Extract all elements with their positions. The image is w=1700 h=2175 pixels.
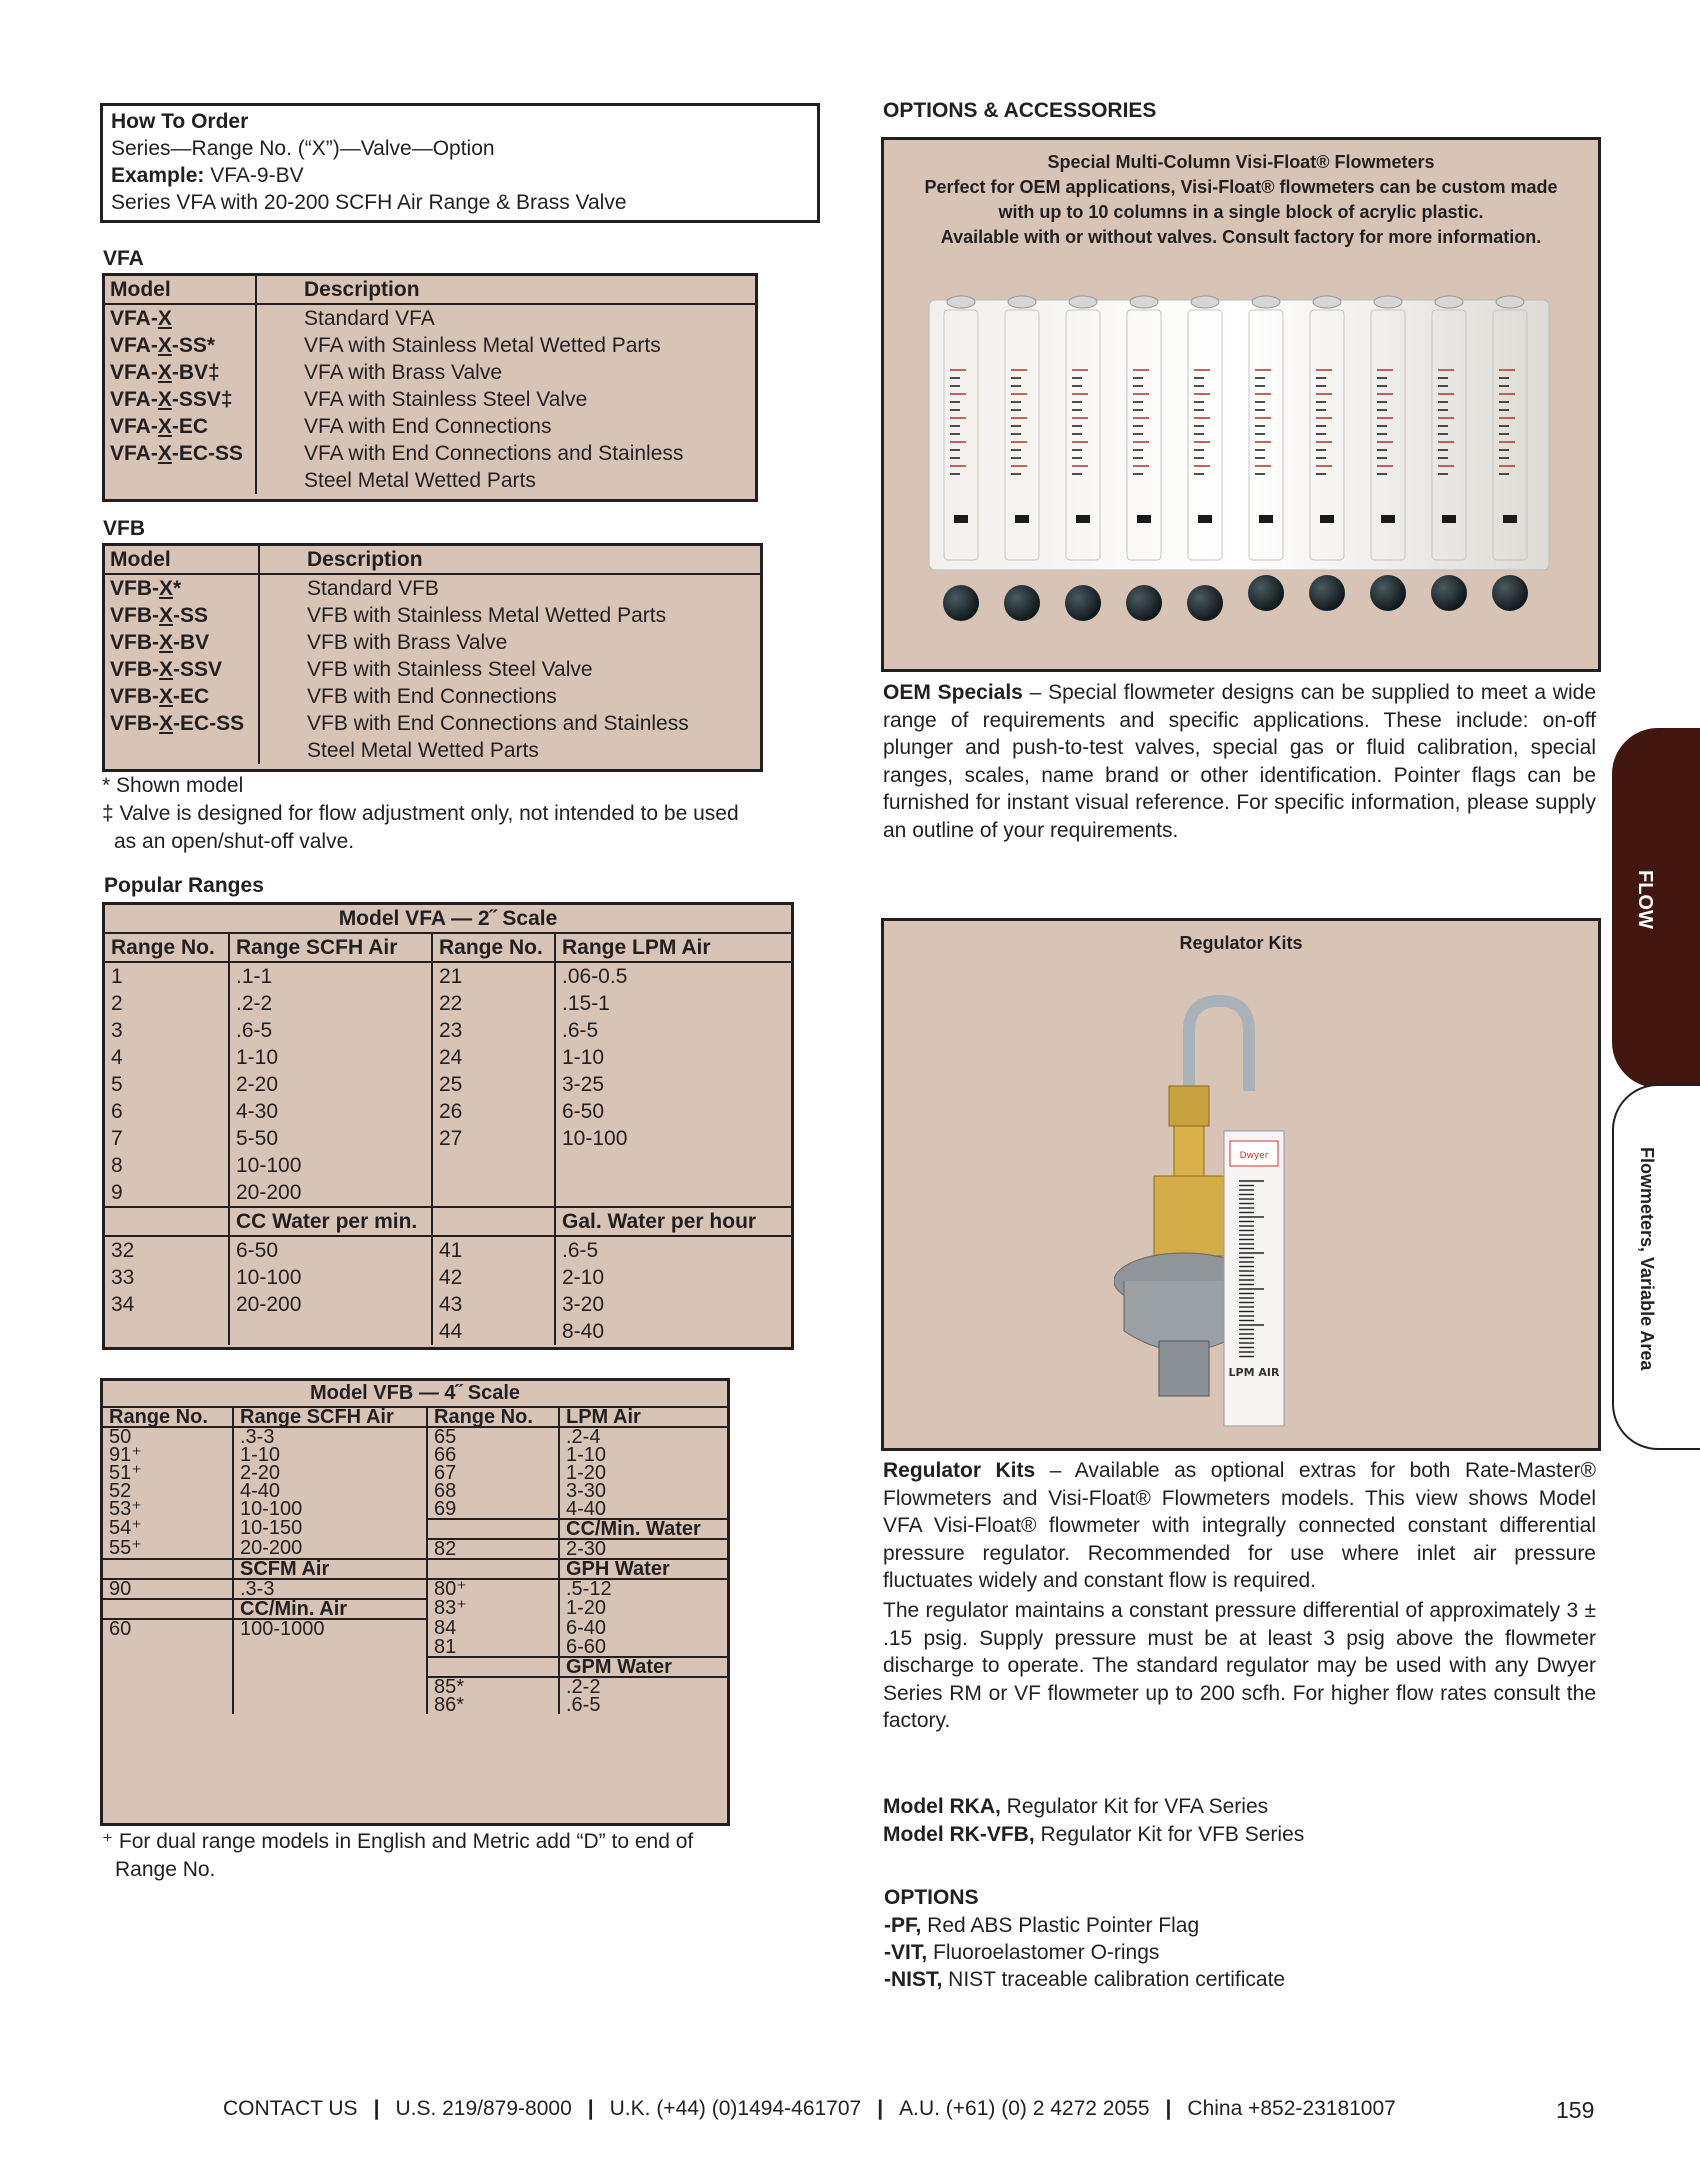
range-cell: .6-5 — [555, 1236, 791, 1264]
range-cell: LPM Air — [559, 1407, 727, 1427]
shown-model-note: * Shown model — [102, 774, 244, 797]
vfb-row — [105, 737, 760, 764]
svg-text:Dwyer: Dwyer — [1239, 1151, 1269, 1161]
range-cell: 1-20 — [559, 1464, 727, 1482]
range-row — [103, 1559, 727, 1579]
range-cell — [233, 1677, 427, 1696]
vfa-row — [105, 304, 755, 332]
range-cell: 54⁺ — [109, 1517, 142, 1539]
range-cell: 83⁺ — [427, 1599, 559, 1619]
footer-uk-phone[interactable]: U.K. (+44) (0)1494-461707 — [609, 2097, 862, 2120]
range-cell: Range SCFH Air — [233, 1407, 427, 1427]
vfb-description-cell: Steel Metal Wetted Parts — [259, 737, 760, 764]
range-cell: .06-0.5 — [555, 962, 791, 990]
options-heading: OPTIONS — [884, 1886, 979, 1909]
multi-column-flowmeter-image — [924, 290, 1564, 660]
vfb-description-cell: VFB with End Connections — [259, 683, 760, 710]
range-cell: 33 — [111, 1266, 135, 1289]
range-cell: .6-5 — [555, 1017, 791, 1044]
range-cell: 6 — [111, 1100, 123, 1123]
range-cell: 66 — [427, 1446, 559, 1464]
vfb-model-cell: VFB-X-BV — [110, 631, 210, 654]
vfa-model-cell: VFA-X-EC-SS — [110, 442, 244, 465]
range-cell: 65 — [427, 1427, 559, 1446]
range-cell — [105, 1207, 229, 1236]
range-row — [103, 1446, 727, 1464]
regulator-kit-image — [1114, 981, 1374, 1451]
range-cell — [103, 1599, 233, 1619]
range-row — [103, 1539, 727, 1559]
range-cell: 8-40 — [555, 1318, 791, 1345]
range-cell: 22 — [432, 990, 555, 1017]
model-rka-desc: Regulator Kit for VFA Series — [1000, 1795, 1269, 1818]
range-row — [105, 990, 791, 1017]
vfb-model-cell: VFB-X-SS — [110, 604, 209, 627]
range-cell: 90 — [109, 1578, 132, 1600]
range-cell: 10-100 — [229, 1152, 432, 1179]
page-number: 159 — [1556, 2097, 1595, 2123]
range-row — [103, 1677, 727, 1696]
valve-note-line1: ‡ Valve is designed for flow adjustment only, not intended to be used — [102, 802, 739, 825]
model-rk-vfb-label: Model RK-VFB, — [883, 1823, 1035, 1846]
range-cell: .2-2 — [229, 990, 432, 1017]
range-cell: .3-3 — [233, 1579, 427, 1599]
vfa-description-cell: VFA with Stainless Metal Wetted Parts — [256, 332, 755, 359]
footer-au-phone[interactable]: A.U. (+61) (0) 2 4272 2055 — [899, 2097, 1150, 2120]
oem-specials-text: – Special flowmeter designs can be supplied to meet a wide range of requirements and specific applications. These include: on-off plunger and push-to-test valves, special gas or fluid calibration, special ranges, scales, name brand or other identification. Pointer flags can be furnished for instant visual reference. For specific information, please supply an outline of your requirements. — [883, 681, 1596, 842]
range-cell: 44 — [432, 1318, 555, 1345]
range-cell: 100-1000 — [233, 1619, 427, 1638]
footer-contact: CONTACT US | U.S. 219/879-8000 | U.K. (+44) (0)1494-461707 | A.U. (+61) (0) 2 4272 2055 | China +852-23181007 — [223, 2097, 1396, 2120]
vfb-range-table — [100, 1378, 730, 1826]
range-cell: 60 — [109, 1618, 132, 1640]
example-value: VFA-9-BV — [210, 164, 304, 187]
vfb-model-cell: VFB-X* — [110, 577, 182, 600]
range-row — [103, 1579, 727, 1599]
range-cell — [555, 1179, 791, 1207]
range-cell — [427, 1559, 559, 1579]
range-cell: 51⁺ — [109, 1462, 142, 1484]
range-cell: 6-50 — [555, 1098, 791, 1125]
range-cell: 20-200 — [229, 1291, 432, 1318]
vfa-col-model: Model — [105, 276, 256, 304]
regulator-kits-paragraph-2: The regulator maintains a constant pressure differential of approximately 3 ± .15 psig. Supply pressure must be at least 3 psig above the flowmeter discharge to operate. The standard regulator may be used with any Dwyer Series RM or VF flowmeter up to 200 scfh. For higher flow rates consult the factory. — [883, 1599, 1596, 1732]
vfb-range-title: Model VFB — 4˝ Scale — [103, 1381, 727, 1407]
range-cell: 10-100 — [233, 1500, 427, 1519]
vfb-model-cell: VFB-X-EC — [110, 685, 210, 708]
vfa-row — [105, 440, 755, 467]
range-cell: .6-5 — [229, 1017, 432, 1044]
range-cell — [103, 1638, 233, 1657]
range-cell: GPM Water — [559, 1657, 727, 1677]
how-to-order-example-desc: Series VFA with 20-200 SCFH Air Range & Brass Valve — [111, 191, 627, 214]
vfa-model-cell: VFA-X-SS* — [110, 334, 216, 357]
range-cell: 2-20 — [233, 1464, 427, 1482]
how-to-order-example — [111, 162, 809, 189]
range-cell: .2-2 — [559, 1677, 727, 1696]
vfa-row — [105, 332, 755, 359]
range-cell: GPH Water — [559, 1559, 727, 1579]
how-to-order-title: How To Order — [111, 110, 249, 133]
range-cell: 86* — [427, 1696, 559, 1714]
regulator-gauge-label: LPM AIR — [1228, 1366, 1280, 1379]
vfb-col-description: Description — [259, 546, 760, 574]
vfa-model-cell: VFA-X-BV‡ — [110, 361, 220, 384]
range-cell: 25 — [432, 1071, 555, 1098]
range-cell: 2-10 — [555, 1264, 791, 1291]
option-code: -VIT, — [884, 1941, 928, 1964]
flow-tab[interactable] — [1612, 728, 1700, 1088]
range-cell: 80⁺ — [427, 1579, 559, 1599]
range-cell — [105, 1318, 229, 1345]
range-cell: 3 — [111, 1019, 123, 1042]
footer-contact-label: CONTACT US — [223, 2097, 358, 2120]
range-cell: CC/Min. Water — [559, 1519, 727, 1539]
vfb-model-cell: VFB-X-SSV — [110, 658, 223, 681]
model-rka — [883, 1793, 1268, 1820]
range-row — [105, 1318, 791, 1345]
regulator-box-title: Regulator Kits — [1179, 933, 1303, 953]
range-row — [103, 1427, 727, 1446]
vfb-description-cell: VFB with Brass Valve — [259, 629, 760, 656]
vfb-model-table — [102, 543, 763, 772]
vfa-description-cell: VFA with End Connections and Stainless — [256, 440, 755, 467]
range-cell — [432, 1179, 555, 1207]
footer-us-phone[interactable]: U.S. 219/879-8000 — [395, 2097, 572, 2120]
range-cell: Range LPM Air — [555, 933, 791, 962]
model-rka-label: Model RKA, — [883, 1795, 1001, 1818]
range-row — [105, 1264, 791, 1291]
regulator-kits-text: – Available as optional extras for both Rate-Master® Flowmeters and Visi-Float® Flowmeters models. This view shows Model VFA Visi-Float® flowmeter with integrally connected constant differential pressure regulator. Recommended for use where inlet air pressure fluctuates widely and constant flow is required. — [883, 1459, 1596, 1592]
model-rk-vfb-desc: Regulator Kit for VFB Series — [1034, 1823, 1305, 1846]
range-cell: 41 — [432, 1236, 555, 1264]
range-cell — [432, 1207, 555, 1236]
range-row — [103, 1599, 727, 1619]
range-cell: 10-100 — [555, 1125, 791, 1152]
range-cell: 10-150 — [233, 1519, 427, 1539]
range-cell: 2 — [111, 992, 123, 1015]
range-row — [103, 1407, 727, 1427]
option-code: -NIST, — [884, 1968, 943, 1991]
range-cell: 23 — [432, 1017, 555, 1044]
range-cell: 6-60 — [559, 1638, 727, 1657]
vfa-description-cell: VFA with Brass Valve — [256, 359, 755, 386]
range-cell: 34 — [111, 1293, 135, 1316]
range-row — [105, 1291, 791, 1318]
vfa-range-table — [102, 902, 794, 1350]
valve-note-line2: as an open/shut-off valve. — [114, 830, 355, 853]
how-to-order-format: Series—Range No. (“X”)—Valve—Option — [111, 137, 495, 160]
vfa-model-cell: VFA-X-SSV‡ — [110, 388, 233, 411]
range-cell — [555, 1152, 791, 1179]
dual-range-note-line2: Range No. — [115, 1858, 216, 1881]
vfa-model-cell — [105, 467, 256, 494]
range-cell: 4-40 — [233, 1482, 427, 1500]
range-cell — [233, 1638, 427, 1657]
oem-specials-paragraph — [883, 679, 1596, 844]
range-cell: Range No. — [427, 1407, 559, 1427]
range-cell: 24 — [432, 1044, 555, 1071]
range-row — [103, 1519, 727, 1539]
range-cell: 84 — [427, 1619, 559, 1638]
range-row — [105, 1236, 791, 1264]
range-cell: 7 — [111, 1127, 123, 1150]
dual-range-note-line1: ⁺ For dual range models in English and Metric add “D” to end of — [102, 1830, 694, 1853]
vfb-row — [105, 629, 760, 656]
range-cell: 5-50 — [229, 1125, 432, 1152]
option-desc: Red ABS Plastic Pointer Flag — [921, 1914, 1200, 1937]
range-cell: 9 — [111, 1181, 123, 1204]
range-cell: 50 — [109, 1426, 132, 1448]
range-row — [105, 962, 791, 990]
range-row — [105, 1179, 791, 1207]
model-rk-vfb — [883, 1821, 1304, 1848]
range-cell: 1 — [111, 965, 123, 988]
range-cell: 1-10 — [555, 1044, 791, 1071]
range-cell: 55⁺ — [109, 1537, 142, 1559]
option-code: -PF, — [884, 1914, 922, 1937]
vfa-description-cell: Steel Metal Wetted Parts — [256, 467, 755, 494]
vfb-description-cell: VFB with Stainless Steel Valve — [259, 656, 760, 683]
options-accessories-heading: OPTIONS & ACCESSORIES — [883, 99, 1157, 122]
vfa-description-cell: VFA with Stainless Steel Valve — [256, 386, 755, 413]
range-cell: 82 — [427, 1539, 559, 1559]
option-desc: NIST traceable calibration certificate — [942, 1968, 1286, 1991]
flow-tab-label: FLOW — [1634, 870, 1656, 929]
range-row — [103, 1696, 727, 1714]
range-cell: 8 — [111, 1154, 123, 1177]
range-cell: 69 — [427, 1500, 559, 1519]
range-row — [105, 1017, 791, 1044]
option-item — [884, 1912, 1285, 1939]
category-tab-label: Flowmeters, Variable Area — [1637, 1147, 1657, 1371]
range-cell — [229, 1318, 432, 1345]
range-row — [103, 1619, 727, 1638]
range-row — [105, 1071, 791, 1098]
range-cell: .15-1 — [555, 990, 791, 1017]
range-cell: 6-40 — [559, 1619, 727, 1638]
range-cell: 32 — [111, 1239, 135, 1262]
range-row — [103, 1638, 727, 1657]
range-cell — [233, 1696, 427, 1714]
vfa-heading: VFA — [103, 247, 144, 270]
range-cell: 68 — [427, 1482, 559, 1500]
range-cell: CC/Min. Air — [233, 1599, 427, 1619]
range-cell — [427, 1519, 559, 1539]
range-cell: 3-30 — [559, 1482, 727, 1500]
range-cell: 6-50 — [229, 1236, 432, 1264]
vfb-description-cell: Standard VFB — [259, 574, 760, 602]
vfa-col-description: Description — [256, 276, 755, 304]
vfa-model-cell: VFA-X-EC — [110, 415, 209, 438]
range-cell: SCFM Air — [233, 1559, 427, 1579]
vfb-heading: VFB — [103, 517, 145, 540]
range-row — [103, 1500, 727, 1519]
range-cell — [427, 1657, 559, 1677]
range-cell: 52 — [109, 1480, 132, 1502]
how-to-order-box — [100, 103, 820, 223]
range-cell: 4 — [111, 1046, 123, 1069]
range-row — [103, 1657, 727, 1677]
range-cell: .5-12 — [559, 1579, 727, 1599]
range-cell: 4-30 — [229, 1098, 432, 1125]
vfb-row — [105, 574, 760, 602]
range-cell: 26 — [432, 1098, 555, 1125]
range-row — [105, 933, 791, 962]
range-cell: 53⁺ — [109, 1498, 142, 1520]
vfb-description-cell: VFB with End Connections and Stainless — [259, 710, 760, 737]
vfb-row — [105, 602, 760, 629]
vfb-model-cell — [105, 737, 259, 764]
range-cell: 21 — [432, 962, 555, 990]
range-cell: 20-200 — [233, 1539, 427, 1559]
range-cell: Range No. — [105, 933, 229, 962]
range-row — [105, 1152, 791, 1179]
range-cell: 2-30 — [559, 1539, 727, 1559]
vfb-row — [105, 710, 760, 737]
range-cell: CC Water per min. — [229, 1207, 432, 1236]
range-cell: 81 — [427, 1638, 559, 1657]
footer-china-phone[interactable]: China +852-23181007 — [1187, 2097, 1396, 2120]
vfb-col-model: Model — [105, 546, 259, 574]
range-cell: 67 — [427, 1464, 559, 1482]
range-cell — [103, 1696, 233, 1714]
range-cell: .6-5 — [559, 1696, 727, 1714]
range-cell: Range SCFH Air — [229, 933, 432, 962]
range-cell: 1-10 — [233, 1446, 427, 1464]
vfa-row — [105, 467, 755, 494]
option-item — [884, 1939, 1285, 1966]
range-cell: 91⁺ — [109, 1444, 142, 1466]
range-cell: Range No. — [432, 933, 555, 962]
range-cell — [103, 1657, 233, 1677]
range-row — [103, 1464, 727, 1482]
multi-column-line3: with up to 10 columns in a single block of acrylic plastic. — [998, 202, 1484, 222]
range-cell: 43 — [432, 1291, 555, 1318]
vfa-range-title: Model VFA — 2˝ Scale — [105, 905, 791, 933]
vfa-row — [105, 386, 755, 413]
regulator-kits-title: Regulator Kits — [883, 1459, 1036, 1482]
vfb-row — [105, 683, 760, 710]
range-cell — [432, 1152, 555, 1179]
range-cell: 4-40 — [559, 1500, 727, 1519]
vfb-description-cell: VFB with Stainless Metal Wetted Parts — [259, 602, 760, 629]
regulator-kits-box — [881, 918, 1601, 1451]
multi-column-box — [881, 137, 1601, 672]
range-cell: 20-200 — [229, 1179, 432, 1207]
range-cell: 27 — [432, 1125, 555, 1152]
range-cell: 42 — [432, 1264, 555, 1291]
oem-specials-title: OEM Specials — [883, 681, 1023, 704]
vfb-row — [105, 656, 760, 683]
range-row — [103, 1482, 727, 1500]
vfa-model-cell: VFA-X — [110, 307, 172, 330]
options-list — [884, 1912, 1285, 1993]
range-row — [105, 1098, 791, 1125]
range-cell: Range No. — [103, 1407, 233, 1427]
regulator-kits-paragraph — [883, 1457, 1596, 1595]
range-cell: .1-1 — [229, 962, 432, 990]
vfa-row — [105, 413, 755, 440]
range-row — [105, 1207, 791, 1236]
range-cell: 1-10 — [229, 1044, 432, 1071]
vfa-description-cell: VFA with End Connections — [256, 413, 755, 440]
multi-column-line4: Available with or without valves. Consult factory for more information. — [940, 227, 1542, 247]
range-row — [105, 1044, 791, 1071]
option-desc: Fluoroelastomer O-rings — [927, 1941, 1160, 1964]
range-cell — [233, 1657, 427, 1677]
range-cell: .2-4 — [559, 1427, 727, 1446]
range-cell: 3-25 — [555, 1071, 791, 1098]
range-cell: .3-3 — [233, 1427, 427, 1446]
range-cell: Gal. Water per hour — [555, 1207, 791, 1236]
range-row — [105, 1125, 791, 1152]
option-item — [884, 1966, 1285, 1993]
multi-column-line2: Perfect for OEM applications, Visi-Float® flowmeters can be custom made — [924, 177, 1558, 197]
range-cell: 85* — [427, 1677, 559, 1696]
range-cell: 3-20 — [555, 1291, 791, 1318]
range-cell: 1-20 — [559, 1599, 727, 1619]
example-label: Example: — [111, 164, 205, 187]
range-cell: 1-10 — [559, 1446, 727, 1464]
vfa-description-cell: Standard VFA — [256, 304, 755, 332]
range-cell: 5 — [111, 1073, 123, 1096]
vfa-model-table — [102, 273, 758, 502]
range-cell: 2-20 — [229, 1071, 432, 1098]
vfa-row — [105, 359, 755, 386]
range-cell: 10-100 — [229, 1264, 432, 1291]
popular-ranges-heading: Popular Ranges — [104, 874, 264, 897]
multi-column-title: Special Multi-Column Visi-Float® Flowmeters — [1047, 152, 1435, 172]
range-cell — [103, 1677, 233, 1696]
range-cell — [103, 1559, 233, 1579]
vfb-model-cell: VFB-X-EC-SS — [110, 712, 245, 735]
